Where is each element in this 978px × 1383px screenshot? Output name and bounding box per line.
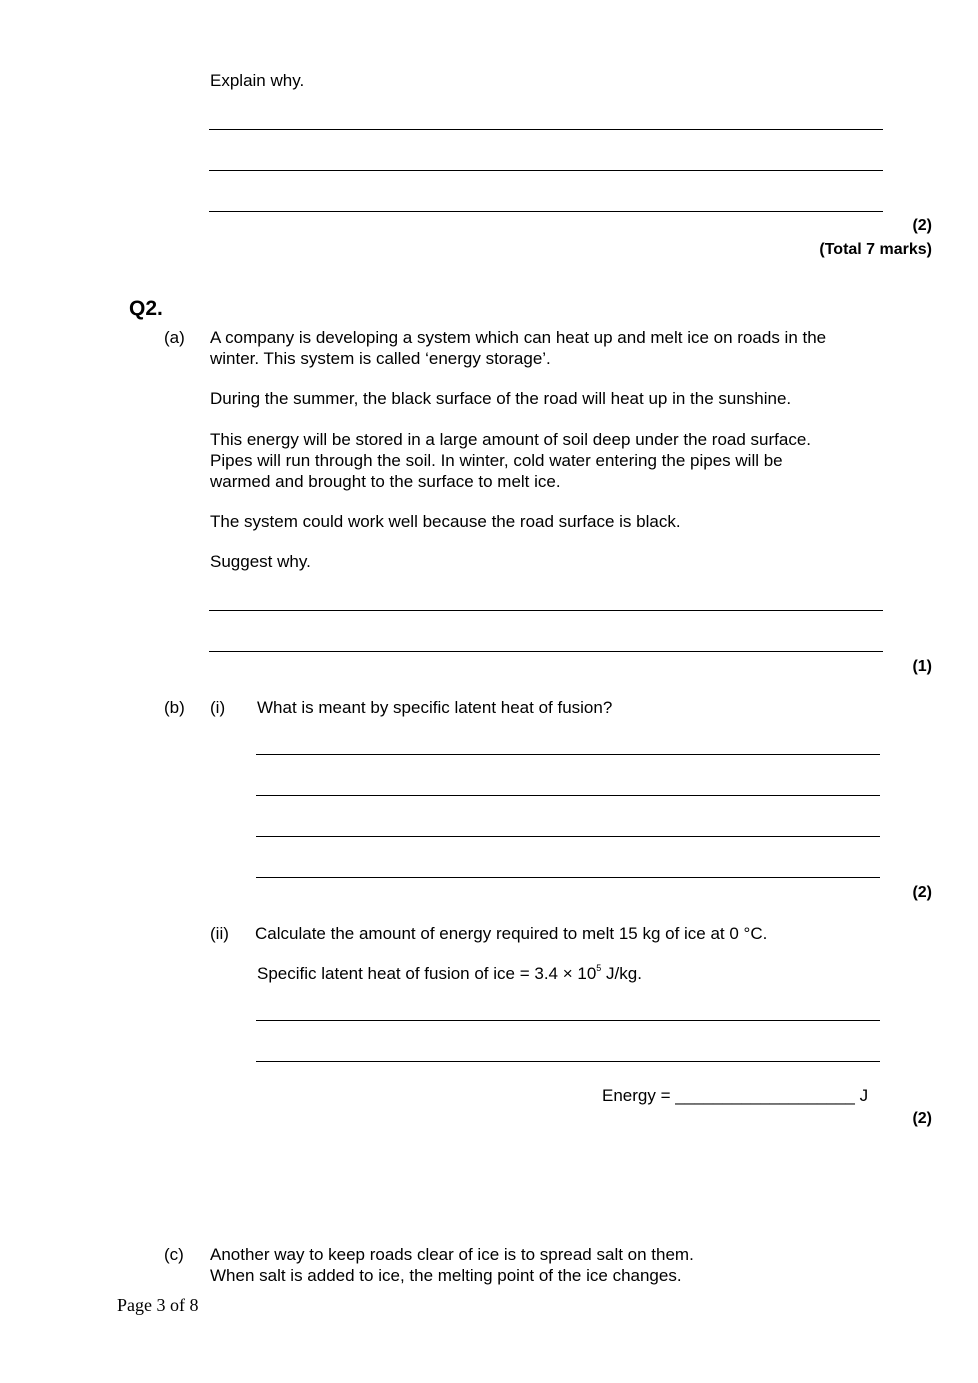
part-b-i-question: What is meant by specific latent heat of fusion? — [257, 698, 613, 717]
part-a-paragraph-1-line-1: A company is developing a system which can heat up and melt ice on roads in the — [210, 328, 827, 347]
total-marks-label: (Total 7 marks) — [819, 241, 932, 258]
marks-label: (1) — [912, 658, 932, 675]
part-a-paragraph-3-line-2: Pipes will run through the soil. In winter, cold water entering the pipes will be — [210, 451, 783, 470]
part-a-prompt: Suggest why. — [210, 552, 311, 571]
answer-line[interactable] — [209, 651, 883, 652]
part-c-label: (c) — [164, 1245, 184, 1264]
answer-line[interactable] — [256, 836, 880, 837]
part-c-line-1: Another way to keep roads clear of ice is to spread salt on them. — [210, 1245, 694, 1264]
page-number: Page 3 of 8 — [117, 1295, 199, 1315]
answer-line[interactable] — [256, 1061, 880, 1062]
part-b-ii-question: Calculate the amount of energy required to melt 15 kg of ice at 0 °C. — [255, 924, 768, 943]
part-a-paragraph-1-line-2: winter. This system is called ‘energy storage’. — [210, 349, 551, 368]
part-b-i-label: (i) — [210, 698, 226, 717]
part-a-paragraph-3-line-1: This energy will be stored in a large amount of soil deep under the road surface. — [210, 430, 812, 449]
part-a-label: (a) — [164, 328, 185, 347]
latent-heat-data — [257, 963, 642, 984]
part-c-line-2: When salt is added to ice, the melting point of the ice changes. — [210, 1266, 682, 1285]
answer-line[interactable] — [209, 170, 883, 171]
marks-label: (2) — [912, 884, 932, 901]
answer-line[interactable] — [256, 1020, 880, 1021]
latent-heat-exponent: 5 — [596, 963, 602, 973]
part-a-paragraph-2: During the summer, the black surface of the road will heat up in the sunshine. — [210, 389, 792, 408]
energy-answer-field[interactable]: Energy = ___________________ J — [602, 1086, 869, 1105]
explain-prompt: Explain why. — [210, 71, 305, 90]
part-b-label: (b) — [164, 698, 185, 717]
answer-line[interactable] — [209, 610, 883, 611]
part-a-paragraph-4: The system could work well because the road surface is black. — [210, 512, 681, 531]
answer-line[interactable] — [256, 877, 880, 878]
marks-label: (2) — [912, 1110, 932, 1127]
answer-line[interactable] — [209, 129, 883, 130]
answer-line[interactable] — [209, 211, 883, 212]
question-number: Q2. — [129, 297, 163, 320]
part-b-ii-label: (ii) — [210, 924, 229, 943]
answer-line[interactable] — [256, 754, 880, 755]
answer-line[interactable] — [256, 795, 880, 796]
part-a-paragraph-3-line-3: warmed and brought to the surface to melt ice. — [210, 472, 561, 491]
latent-heat-data-suffix: J/kg. — [601, 964, 642, 983]
latent-heat-data-prefix: Specific latent heat of fusion of ice = 3.4 × 10 — [257, 964, 597, 983]
marks-label: (2) — [912, 217, 932, 234]
